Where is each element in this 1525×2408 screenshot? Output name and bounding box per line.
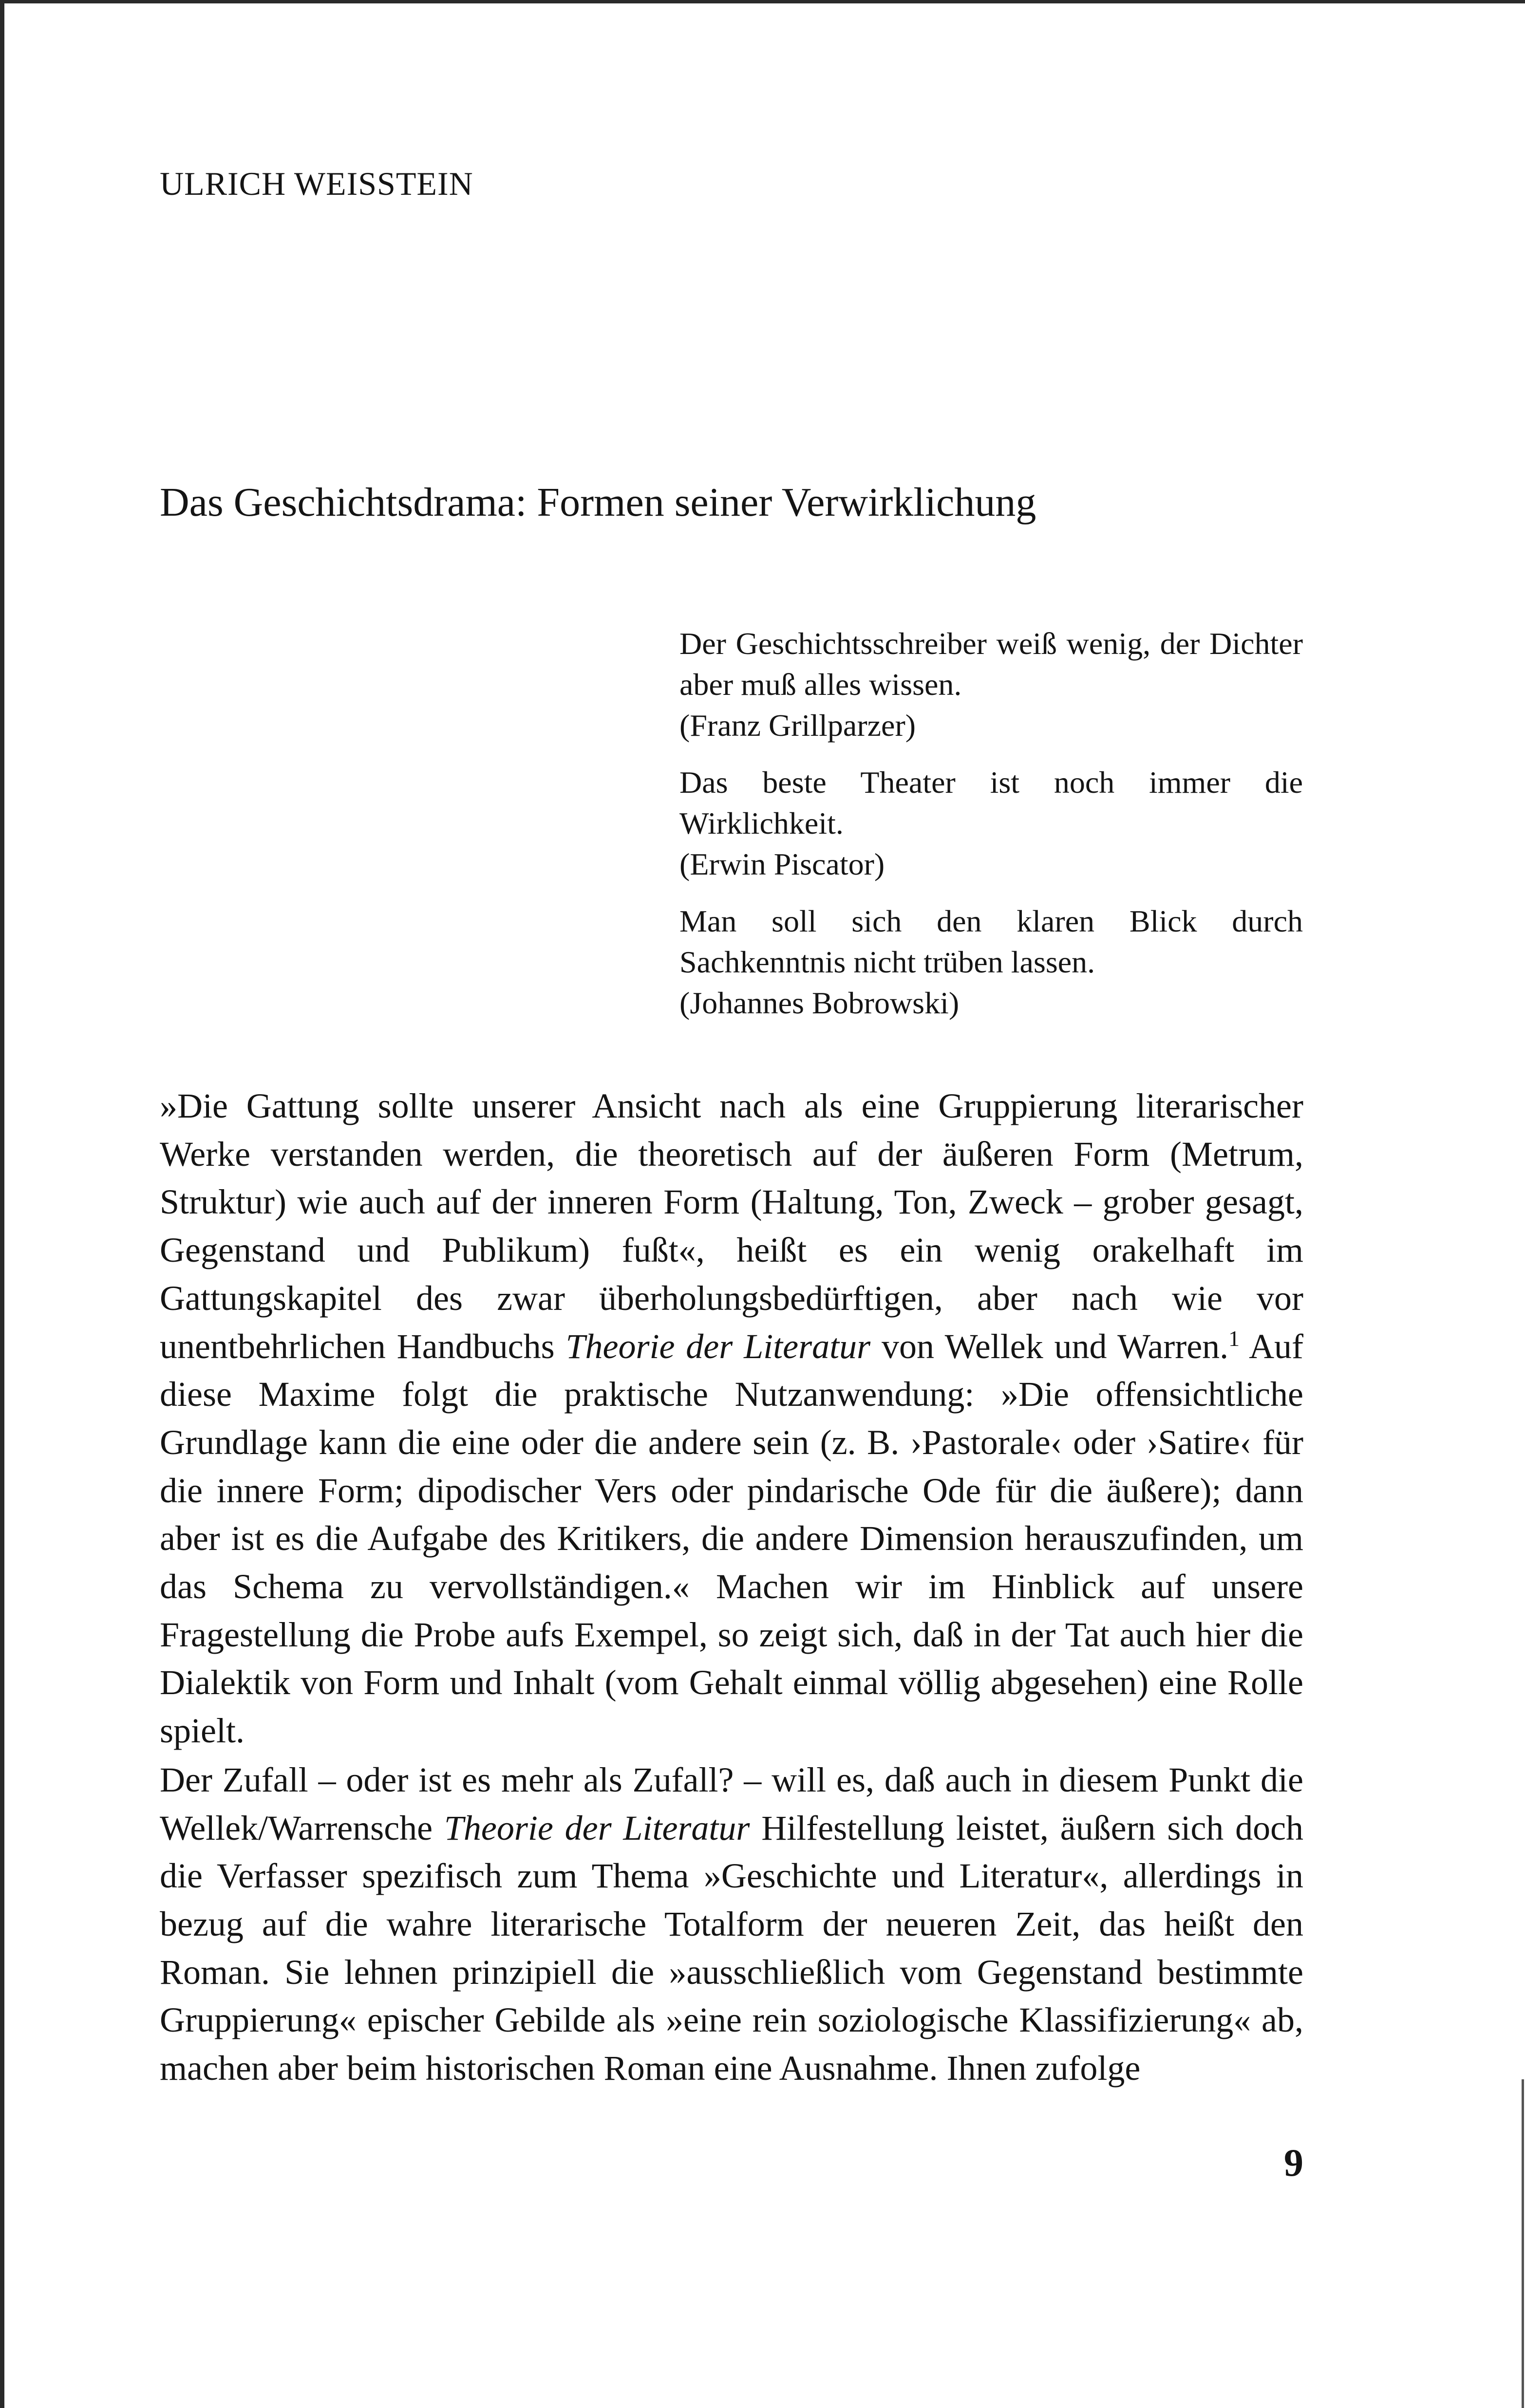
epigraph-quote: Das beste Theater ist noch immer die Wirklichkeit. (679, 765, 1303, 840)
footnote-marker[interactable]: 1 (1228, 1325, 1240, 1351)
chapter-title: Das Geschichtsdrama: Formen seiner Verwirklichung (160, 480, 1036, 525)
epigraph-attribution: (Erwin Piscator) (679, 847, 885, 881)
page-number: 9 (1284, 2142, 1303, 2184)
scan-border-top (0, 0, 1525, 3)
epigraph (679, 901, 1303, 1024)
epigraph-quote: Man soll sich den klaren Blick durch Sachkenntnis nicht trüben lassen. (679, 904, 1303, 979)
paragraph-text: Hilfestellung leistet, äußern sich doch die Verfasser spezifisch zum Thema »Geschichte und Literatur«, allerdings in bezug auf die wahre literarische Totalform der neueren Zeit, das heißt den Roman. Sie lehnen prinzipiell die »ausschließlich vom Gegenstand bestimmte Gruppierung« epischer Gebilde als »eine rein soziologische Klassifizierung« ab, machen aber beim historischen Roman eine Ausnahme. Ihnen zufolge (160, 1808, 1304, 2088)
paragraph-text: »Die Gattung sollte unserer Ansicht nach als eine Gruppierung literarischer Werke verstanden werden, die theoretisch auf der äußeren Form (Metrum, Struktur) wie auch auf der inneren Form (Haltung, Ton, Zweck – grober gesagt, Gegenstand und Publikum) fußt«, heißt es ein wenig orakelhaft im Gattungskapitel des zwar überholungsbedürftigen, aber nach wie vor unentbehrlichen Handbuchs (160, 1086, 1303, 1366)
epigraph-block (679, 623, 1303, 1040)
epigraph-quote: Der Geschichtsschreiber weiß wenig, der Dichter aber muß alles wissen. (679, 626, 1303, 702)
paragraph-text: Auf diese Maxime folgt die praktische Nutzanwendung: »Die offensichtliche Grundlage kann die eine oder die andere sein (z. B. ›Pastorale‹ oder ›Satire‹ für die innere Form; dipodischer Vers oder pindarische Ode für die äußere); dann aber ist es die Aufgabe des Kritikers, die andere Dimension herauszufinden, um das Schema zu vervollständigen.« Machen wir im Hinblick auf unsere Fragestellung die Probe aufs Exempel, so zeigt sich, daß in der Tat auch hier die Dialektik von Form und Inhalt (vom Gehalt einmal völlig abgesehen) eine Rolle spielt. (160, 1326, 1304, 1751)
epigraph-attribution: (Johannes Bobrowski) (679, 986, 960, 1020)
epigraph-attribution: (Franz Grillparzer) (679, 708, 916, 743)
epigraph (679, 762, 1303, 885)
scan-border-right (1522, 2079, 1524, 2408)
paragraph (160, 1756, 1303, 2092)
body-text (160, 1082, 1303, 2092)
book-title: Theorie der Literatur (444, 1808, 750, 1848)
book-title: Theorie der Literatur (565, 1326, 871, 1366)
author-name: ULRICH WEISSTEIN (160, 165, 473, 202)
paragraph-text: von Wellek und Warren. (882, 1326, 1229, 1366)
epigraph (679, 623, 1303, 746)
paragraph-text: Der Zufall – oder ist es mehr als Zufall? – will es, daß auch in diesem Punkt die Wellek/Warrensche (160, 1760, 1303, 1848)
scan-border-left (0, 0, 4, 2408)
paragraph (160, 1082, 1303, 1755)
